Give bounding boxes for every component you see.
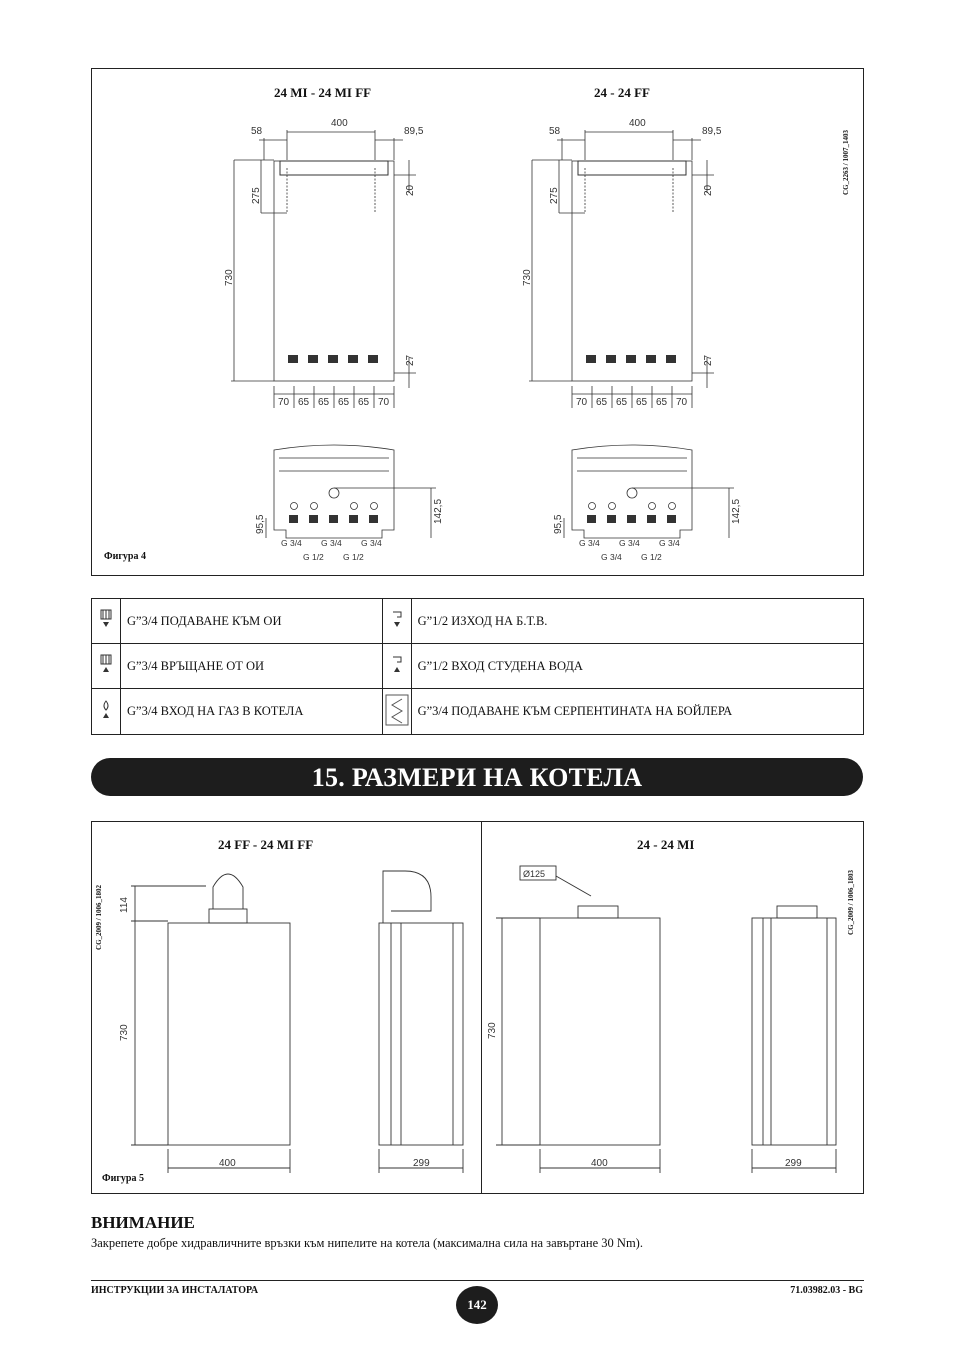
- dim-upper-r: 275: [549, 187, 560, 204]
- footer-left: ИНСТРУКЦИИ ЗА ИНСТАЛАТОРА: [91, 1285, 259, 1296]
- svg-text:G 1/2: G 1/2: [343, 552, 364, 562]
- svg-text:65: 65: [616, 397, 628, 408]
- svg-text:G 3/4: G 3/4: [619, 538, 640, 548]
- svg-text:G 3/4: G 3/4: [601, 552, 622, 562]
- svg-text:G 3/4: G 3/4: [659, 538, 680, 548]
- heating-return-icon: [92, 644, 121, 689]
- fig5-left-title: 24 FF - 24 MI FF: [218, 837, 314, 852]
- legend-boiler-coil: G”3/4 ПОДАВАНЕ КЪМ СЕРПЕНТИНАТА НА БОЙЛЕРА: [411, 689, 863, 735]
- fig5-left-code: CG_2009 / 1006_1802: [95, 885, 103, 950]
- fig5-drawing: [91, 821, 864, 1194]
- heating-flow-icon: [92, 599, 121, 644]
- dim-right-top: 20: [405, 184, 416, 196]
- svg-text:70: 70: [576, 397, 588, 408]
- page-number: 142: [456, 1286, 498, 1324]
- dim-height: 730: [224, 269, 235, 286]
- footer-right: 71.03982.03 - BG: [790, 1285, 863, 1296]
- dim-bottom-r: 27: [703, 354, 714, 366]
- fig5-right-title: 24 - 24 MI: [637, 837, 695, 852]
- fig4-right-title: 24 - 24 FF: [594, 85, 650, 100]
- legend-heating-flow: G”3/4 ПОДАВАНЕ КЪМ ОИ: [121, 599, 383, 644]
- svg-text:G 3/4: G 3/4: [579, 538, 600, 548]
- svg-text:70: 70: [676, 397, 688, 408]
- svg-text:65: 65: [358, 397, 370, 408]
- section-title: 15. РАЗМЕРИ НА КОТЕЛА: [91, 758, 863, 796]
- svg-text:95,5: 95,5: [553, 514, 564, 534]
- svg-text:65: 65: [596, 397, 608, 408]
- fig5-width-right: 400: [591, 1158, 608, 1169]
- gas-inlet-icon: [92, 689, 121, 735]
- fig4-label: Фигура 4: [104, 551, 146, 562]
- svg-text:142,5: 142,5: [731, 498, 742, 524]
- dim-right-top-r: 20: [703, 184, 714, 196]
- svg-text:G 1/2: G 1/2: [303, 552, 324, 562]
- svg-text:G 3/4: G 3/4: [281, 538, 302, 548]
- svg-text:65: 65: [656, 397, 668, 408]
- legend-gas-inlet: G”3/4 ВХОД НА ГАЗ В КОТЕЛА: [121, 689, 383, 735]
- fig5-width-left: 400: [219, 1158, 236, 1169]
- dim-top-right-r: 89,5: [702, 126, 722, 137]
- dhw-outlet-icon: [382, 599, 411, 644]
- fig5-flue-dim: 114: [119, 897, 130, 913]
- cold-water-icon: [382, 644, 411, 689]
- warning-title: ВНИМАНИЕ: [91, 1213, 195, 1232]
- boiler-coil-icon: [382, 689, 411, 735]
- fig5-depth-right: 299: [785, 1158, 802, 1169]
- connections-legend: [91, 598, 864, 735]
- legend-cold-water: G”1/2 ВХОД СТУДЕНА ВОДА: [411, 644, 863, 689]
- dim-height-r: 730: [522, 269, 533, 286]
- svg-text:G 3/4: G 3/4: [361, 538, 382, 548]
- fig4-code: CG_2263 / 1007_1403: [842, 130, 850, 195]
- dim-top-total-r: 400: [629, 118, 646, 129]
- dim-top-right: 89,5: [404, 126, 424, 137]
- fig5-depth-left: 299: [413, 1158, 430, 1169]
- svg-text:65: 65: [338, 397, 350, 408]
- svg-text:G 3/4: G 3/4: [321, 538, 342, 548]
- dim-bottom: 27: [405, 354, 416, 366]
- footer-rule: [91, 1280, 864, 1281]
- dim-top-left: 58: [251, 126, 263, 137]
- warning-text: Закрепете добре хидравличните връзки към нипелите на котела (максимална сила на завъртане 30 Nm).: [91, 1236, 643, 1250]
- legend-dhw-outlet: G”1/2 ИЗХОД НА Б.Т.В.: [411, 599, 863, 644]
- svg-text:70: 70: [378, 397, 390, 408]
- svg-text:65: 65: [318, 397, 330, 408]
- fig5-height-left: 730: [119, 1024, 130, 1041]
- svg-text:G 1/2: G 1/2: [641, 552, 662, 562]
- dim-upper: 275: [251, 187, 262, 204]
- fig5-pipe-dia: Ø125: [523, 869, 546, 879]
- dim-top-left-r: 58: [549, 126, 561, 137]
- fig4-drawing: [91, 68, 864, 576]
- svg-text:95,5: 95,5: [255, 514, 266, 534]
- svg-text:142,5: 142,5: [433, 498, 444, 524]
- fig5-height-right: 730: [487, 1022, 498, 1039]
- fig5-right-code: CG_2009 / 1006_1803: [847, 870, 855, 935]
- fig5-label: Фигура 5: [102, 1173, 144, 1184]
- svg-text:65: 65: [298, 397, 310, 408]
- svg-text:65: 65: [636, 397, 648, 408]
- svg-text:70: 70: [278, 397, 290, 408]
- legend-heating-return: G”3/4 ВРЪЩАНЕ ОТ ОИ: [121, 644, 383, 689]
- dim-top-total: 400: [331, 118, 348, 129]
- fig4-left-title: 24 MI - 24 MI FF: [274, 85, 372, 100]
